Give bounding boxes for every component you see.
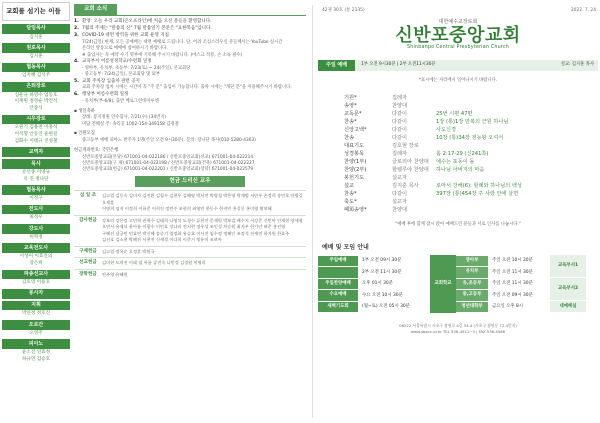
order-leader: 집례자 [392,94,408,101]
sidebar-name-line: 김지훈 [29,34,43,40]
order-leader: 집례자 [392,150,408,157]
order-row [318,126,598,134]
order-leader: 다같이 [392,118,408,125]
order-detail [436,142,598,150]
sidebar-section-title: 시무장로 [2,115,70,125]
service-bar [318,60,598,71]
sidebar-name-line: 이석형 안동인 윤현길 [14,132,58,138]
news-item-text: 교회 주차장 입출차 관련 공지 [82,78,140,84]
sidebar-header: 교회를 섬기는 이들 [2,2,70,21]
news-detail: 7/24(금일) 현재, 모든 공예배는 대면 예배로 드립니다. 단, 어려 조심스러우신 분들께서는 YouTube 실시간 [82,39,283,45]
sidebar-section-title: 협동목사 [2,63,70,73]
news-detail: 교회 주차장 입차 시에는 시간이 꼭 "주 문" 출입이 가능합니다. 출차 시에는 "계단 문"을 이용해주시기 바랍니다. [82,85,292,91]
sidebar-sections [2,24,70,364]
order-row [318,118,598,126]
sidebar-section-title: 오르간 [2,320,70,330]
sidebar-name-line: 김화수 이태규 진성철 [14,138,58,144]
news-item-number: 1. [74,19,79,25]
order-row [318,94,598,102]
birthday-line: 장례: 봉지정원 안수집사, 7/21(수) (34번지) [82,115,167,121]
order-leader: 다같이 [392,126,408,133]
offering-name-line: 김고림 정옥순 오정훈 박원국 [102,248,155,254]
news-list [74,19,306,174]
order-detail [436,94,598,102]
news-item-number: 3. [74,32,79,38]
offering-tab: 헌금 드리신 교우 [135,176,245,187]
schedule-row [318,290,430,302]
account-title: 헌금계좌번호: 국민은행 [74,148,119,154]
news-item-text: 교육부서 여름성경학교/수련회 일정 [82,58,152,64]
account-line: 신반포중앙교회(헌금) 671001-04-022201 / 신반포중앙교회(장학) 671001-04-022579 [82,167,254,173]
sidebar-name-line: 이재원 정영순 박진석 [14,99,58,105]
news-item-number: 5. [74,78,79,84]
order-item: 찬송* [344,118,357,125]
sidebar-name-line: 김호영 이용호 [21,280,51,286]
schedule-dept-time: 주일 오전 10시 20분 [492,258,533,264]
schedule-time: 1부 오전 09시 30분 [362,258,402,264]
sidebar-name-line: 허혁정 [29,234,43,240]
schedule-dept-time: 금요일 오후 8시 [492,304,524,310]
sidebar-section-title: 전도사 [2,205,70,215]
order-item: 찬송* [344,191,357,198]
schedule-center [456,255,550,313]
sidebar-section-title: 지휘 [2,301,70,311]
recruit-title: ▪ 인원모집 [74,131,95,137]
order-row [318,134,598,142]
issue-row [318,0,598,14]
schedule-room: 대예배실 [550,301,586,313]
schedule-left [318,255,430,313]
news-item [74,92,306,99]
offering-name-line: 안주영 유혜원 [102,271,128,277]
sidebar-name-line: 유선종 이영규 [21,169,51,175]
news-item-text: COVID-19 대면 방역을 위한 교회 운영 지침 [82,32,169,38]
schedule-dept-time: 주일 오전 11시 30분 [492,269,533,275]
offering-name-line: 김미현 도희진 이태 임 아름 공진숙 나민정 김경원 이명희 [102,260,206,266]
offering-names [102,249,306,256]
schedule-room: 교육부서1 [550,255,586,278]
order-item: 설교 [344,183,355,190]
news-detail: · 영아부, 유치부, 초등부: 7/23(토) ~ 24(주일), 본교회당 [82,65,191,71]
order-detail: 397장 (통)454장 주 사랑 안에 살면 [436,191,519,198]
sidebar-section-title: 교역자 [2,147,70,157]
schedule-row [456,267,550,279]
order-leader: 글로리아 찬양대 [392,159,429,165]
offering-row [74,257,306,269]
schedule-dept-label: 유치부 [456,267,488,278]
sidebar-section-title: 강도사 [2,224,70,234]
schedule-time: (월~토) 오전 05시 30분 [362,304,410,310]
birthday-title: ▪ 생일축하 [74,108,95,114]
schedule-room: 교육부서2 [550,278,586,301]
sidebar-name-line: 강은희 [29,260,43,266]
offering-list [74,190,306,280]
schedule-row [456,255,550,267]
news-column [74,0,306,423]
order-leader: 설교자 [392,175,408,182]
schedule-row [318,301,430,313]
order-detail [436,198,598,206]
sidebar-name-line: 오영주 [29,330,43,336]
sidebar-section-title: 피아노 [2,339,70,349]
sidebar-section-title: 원로목사 [2,43,70,53]
offering-names [102,193,306,213]
news-item [74,33,306,40]
order-leader: 김지훈 목사 [392,183,419,190]
sidebar-section-title: 파송선교사 [2,270,70,280]
order-detail [436,102,598,110]
sidebar-section-title: 교육전도사 [2,243,70,253]
offering-name-line: 김고림 김동숙 김미자 김진환 김철수 김현우 김혜영 박서연 박영철 박은영 박재범 서민우 손정희 송민호 안병길 오세훈 [102,193,303,205]
sidebar-section-title: 협동목사 [2,185,70,195]
order-row [318,174,598,182]
issue-date: 2022. 7. 24 [570,8,596,13]
footer [318,323,598,334]
schedule-row [318,278,430,290]
order-row [318,182,598,190]
order-item: 찬양(2부) [344,167,367,174]
sidebar-name-line: 김지훈 [29,53,43,59]
news-detail: 온라인 방송으로 예배에 참여하시기 바랍니다. [82,46,168,52]
schedule-label: 수요예배 [318,290,358,301]
offering-name-line: 강보라 강은정 고민혁 권혁수 김태희 나영석 도경수 류현진 문재원 박보검 배수지 서강준 신민아 안재현 양세형 [102,217,303,223]
offering-row [74,215,306,246]
service-times: 1부 오전 9시30분 | 2부 오전11시30분 [361,62,436,68]
order-item: 교독문* [344,110,362,117]
sidebar-name-line: 최정우 [29,215,43,221]
order-item: 송영* [344,102,357,109]
footer-address: 06522 서울특별시 서초구 잠원로 4길 34-4 (서초구 잠원동 72-4번지) [399,322,517,328]
offering-label: 감사헌금 [79,217,97,223]
news-item [74,26,306,33]
order-detail: 1장 (통)1장 만복의 근원 하나님 [436,118,509,125]
offering-names [102,260,306,267]
column-divider [312,5,313,418]
offering-label: 십 일 조 [79,193,97,199]
sidebar-name-line: 윤소진 연효정 [21,350,51,356]
church-name-en: Shinbanpo Central Presbyterian Church [406,45,509,51]
sidebar-name-line: 유 진 정나단 [23,176,49,182]
schedule-dept-label: 중,고등부 [456,290,488,301]
schedule-time: 수요 오전 10시 30분 [362,292,403,298]
schedule-row [456,301,550,313]
staff-sidebar [2,2,70,421]
footer-contact: www.sbpcc.or.kr TEL 536-4511~3 | FAX 536-4566 [410,328,506,334]
offering-label: 선교헌금 [79,260,97,266]
news-detail: · 유치부(부-6/8), 출반 베로그런데미루엔 [82,98,159,104]
closing-note: "예배 후에 함께 잠시 앉아 예배드린 분들과 서로 인사를 나눕시다." [395,222,521,228]
schedule-right [550,255,586,313]
order-of-worship [318,94,598,215]
news-detail: ※ 출입자는 꼭 예약 수기 명부에 기록해 주시기 바랍니다. (마스크 착용, 손 소독 필수) [82,52,243,58]
schedule-mid-label: 교회학교 [430,255,456,313]
issue-number: 42권 30호 (통 2135) [322,8,365,13]
schedule-label: 새벽기도회 [318,302,358,313]
schedule-row [318,255,430,267]
schedule-title: 예배 및 모임 안내 [322,244,369,252]
service-tab: 주일 예배 [318,60,355,71]
sidebar-name-line: 이성미 이효진외 [19,254,53,260]
order-leader: 다같이 [392,110,408,117]
bulletin-main [318,0,598,423]
news-item-text: 행당부 여름수련회 일정 [82,91,129,97]
order-item: 찬양(1부) [344,159,367,165]
schedule-time: 오후 01시 30분 [362,281,393,287]
sidebar-section-title: 봉사자 [2,289,70,299]
offering-label: 장학헌금 [79,271,97,277]
church-name: 신반포중앙교회 [395,24,521,46]
offering-label: 구제헌금 [79,248,97,254]
order-leader: 찬양대 [392,102,408,109]
sidebar-section-title: 목사 [2,159,70,169]
order-leader: 다같이 [392,134,408,141]
order-detail [436,174,598,182]
news-item-text: 7월의 주제는 "말씀의 신" 7월 말씀일기 본문은 "요한복음"입니다. [82,26,212,32]
recruit-line: 중고등부 예배 피아노 반주자 1명(주일 오전 9시30분), 문의: 장나단 목사(010-5280-4303) [82,137,256,143]
news-item-text: 환영: 오늘 우리 교회(온오프라인)에 처음 오신 분들을 환영합니다. [82,19,212,25]
schedule-dept-label: 영아부 [456,256,488,267]
order-detail: 로마서 강해(6): 할례와 하나님의 백성 [436,183,522,190]
schedule-time: 2부 오전 11시 30분 [362,269,402,275]
standing-notice: *표시에는 자리에서 일어나시기 바랍니다. [418,77,498,83]
schedule-label [318,267,358,278]
order-row [318,142,598,150]
account-line: 신반포중앙교회(본당) 671001-04-022186 / 신반포중앙교회(선교) 671001-04-022214 [82,154,254,160]
offering-row [74,269,306,281]
account-line: 신반포중앙교회(구 제) 671001-04-022198 / 신반포중앙교회(건축) 671001-04-022227 [82,161,255,167]
order-row [318,110,598,118]
order-leader: 설교자 [392,199,408,206]
order-item: 축도* [344,199,357,206]
schedule-label: 주일예배 [318,256,358,267]
order-row [318,166,598,174]
order-row [318,190,598,198]
offering-name-line: 이명희 임지 이정희 이하준 이희진 정민수 조현희 최영민 한동수 한지민 홍길동 홍미영 황보혜 [102,206,272,212]
sidebar-name-line: 임지혜 김석주 [21,73,51,79]
schedule-dept-label: 청년대학부 [456,302,488,313]
sidebar-name-line: 이정구 [29,195,43,201]
news-item-number: 2. [74,26,79,32]
order-item: 봉헌기도 [344,175,365,182]
sidebar-name-line: 안종식 [29,106,43,112]
offering-names [102,218,306,244]
birthday-line: 미담 전해실 주: 속리공 1002-154-349158 김경철 [82,121,179,127]
offering-name-line: 오연서 유재석 윤아름 이광수 이민호 장나라 전지현 정우성 조인성 차승원 최지우 한가인 허준 홍진영 [102,224,286,230]
order-detail: 예수는 포동이 돌 [436,159,475,165]
order-leader: 김호현 장로 [392,142,419,149]
service-preacher: 설교: 김지훈 목사 [560,62,594,68]
order-item: 폐회송영* [344,207,367,214]
sidebar-name-line: 심운규 하영수 엄동호 [14,92,58,98]
offering-row [74,190,306,215]
order-item: 찬송 [344,134,355,141]
news-tab: 교회 소식 [74,4,117,15]
order-row [318,158,598,166]
schedule-dept-label: 유,초등부 [456,279,488,290]
offering-names [102,272,306,279]
sidebar-name-line: 박연정 정호진 [21,311,51,317]
schedule-dept-time: 주일 오전 09시 30분 [492,292,533,298]
order-row [318,198,598,206]
order-item: 대표기도 [344,142,365,149]
order-detail: 롬 2:17-29 (신241쪽) [436,150,489,157]
sidebar-section-title: 은퇴장로 [2,82,70,92]
sidebar-name-line: 오원기 김용천 이홍석 [14,125,58,131]
offering-name-line: 김선호 김소현 박해진 서현진 신세경 이다희 이준기 정유미 조보아 [102,237,222,243]
order-leader: 할렐루야 찬양대 [392,167,429,174]
offering-row [74,246,306,258]
news-detail: · 중고등부: 7/24(금일), 본교회당 및 외부 [82,72,160,78]
offering-name-line: 구혜선 남궁민 민효린 박신혜 송중기 엄정화 유승호 이서진 임수정 정해인 조정석 진세연 하지원 한효주 [102,230,290,236]
order-item: 기원* [344,94,357,101]
schedule-row [456,290,550,302]
schedule-row [318,267,430,279]
order-detail: 25번 시편 47편 [436,110,473,117]
order-leader: 찬양대 [392,207,408,214]
news-item [74,59,306,66]
order-row [318,102,598,110]
order-detail [436,206,598,214]
schedule-table [318,255,598,313]
order-detail: 하나님 아버지의 마음 [436,167,485,174]
schedule-dept-time: 주일 오전 11시 30분 [492,281,533,287]
schedule-row [456,278,550,290]
sidebar-name-line: 하규민 김승호 [21,356,51,362]
news-item-number: 6. [74,91,79,97]
order-row [318,150,598,158]
order-detail: 사도신경 [436,126,457,133]
order-leader: 다같이 [392,191,408,198]
news-tab-row [74,4,306,15]
order-item: 성경봉독 [344,150,365,157]
denomination: 대한예수교장로회 [438,18,478,25]
order-item: 신앙고백* [344,126,367,133]
schedule-label: 주일찬양예배 [318,279,358,290]
order-row [318,206,598,214]
news-item-number: 4. [74,58,79,64]
sidebar-section-title: 담임목사 [2,24,70,34]
order-detail: 10장 (통)34장 전능왕 오셔서 [436,134,504,141]
news-bar [74,15,306,16]
